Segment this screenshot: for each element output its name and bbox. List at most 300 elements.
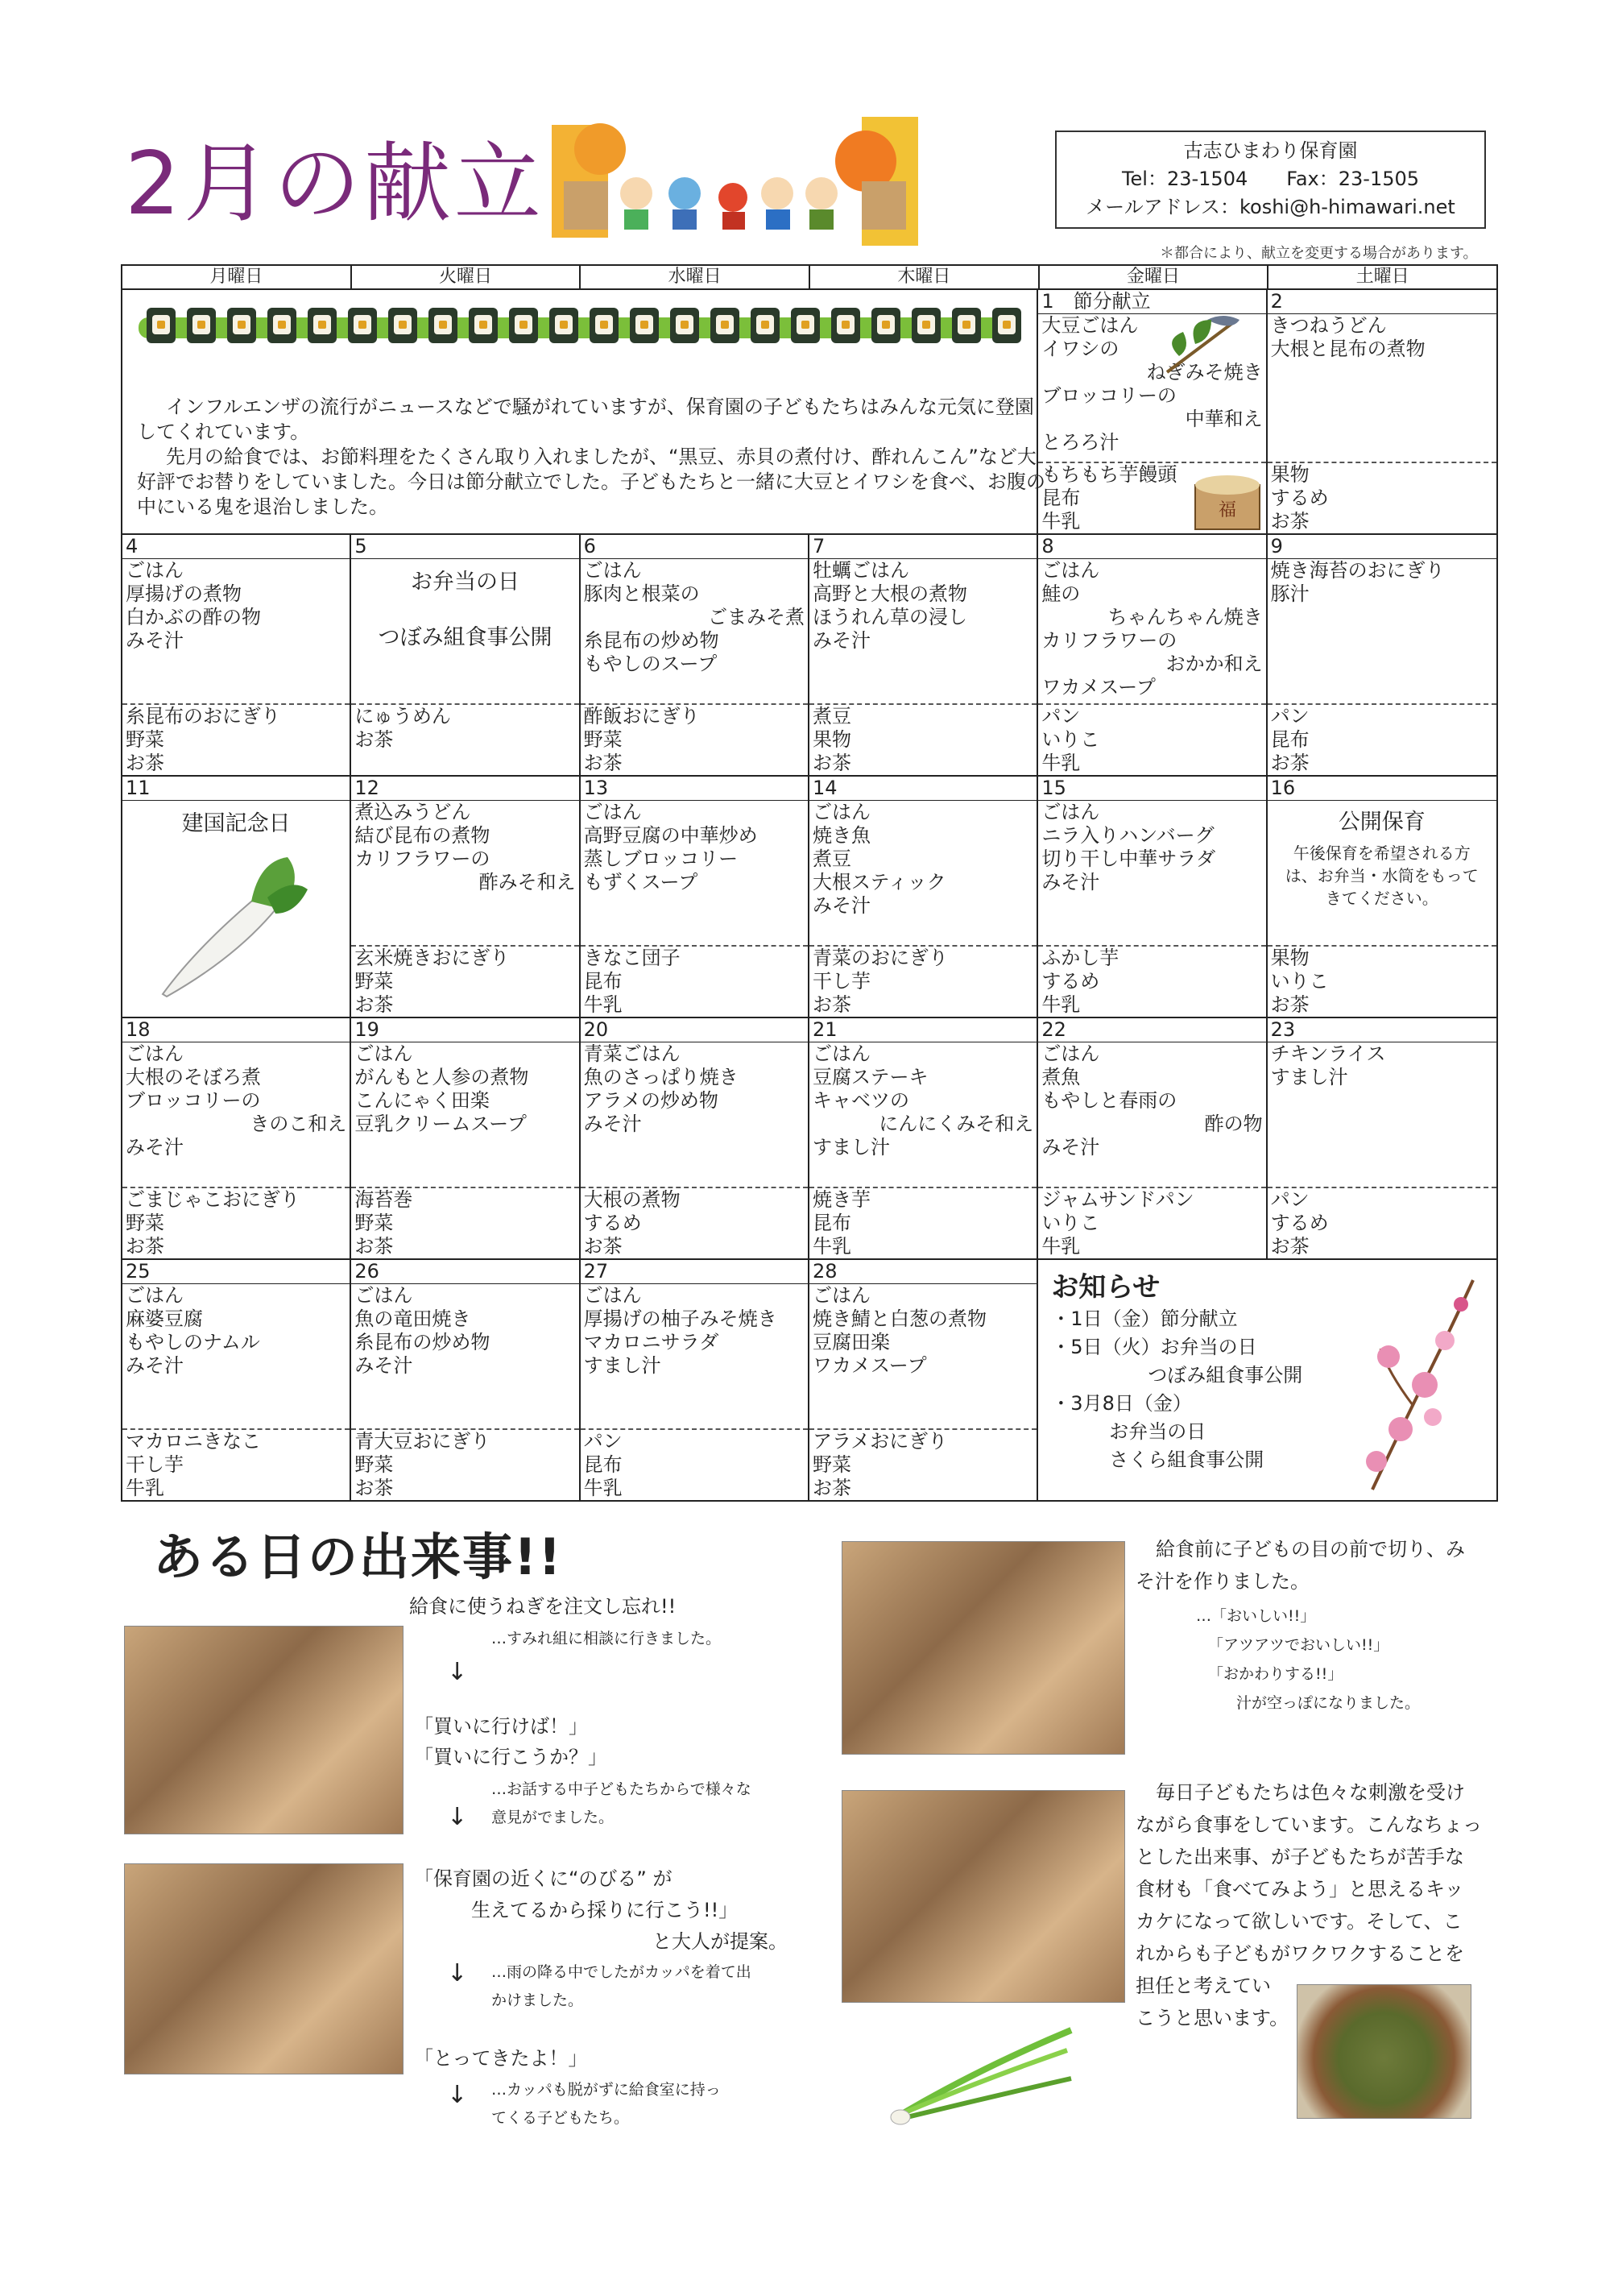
day-cell-8 — [1038, 535, 1267, 775]
events-right-line: とした出来事、が子どもたちが苦手な — [1136, 1846, 1464, 1868]
snack-menu — [1268, 1187, 1496, 1258]
day-number: 27 — [581, 1260, 808, 1284]
day-cell-28 — [809, 1260, 1038, 1500]
sushi-roll-icon — [831, 308, 860, 343]
snack-item: お茶 — [1270, 993, 1310, 1016]
snack-item: 牛乳 — [1041, 1235, 1081, 1258]
day-number: 15 — [1038, 777, 1265, 801]
intro-paragraph-2: 先月の給食では、お節料理をたくさん取り入れましたが、“黒豆、赤貝の煮付け、酢れんこん”など大好評でお替りをしていました。今日は節分献立でした。子どもたちと一緒に大豆とイワシを食べ、お腹の中にいる鬼を退治しました。 — [137, 446, 1045, 518]
menu-item: 糸昆布の炒め物 — [583, 629, 719, 652]
menu-item: すまし汁 — [812, 1136, 890, 1158]
lunch-menu — [1038, 559, 1265, 699]
sushi-rolls-decoration — [147, 308, 1021, 343]
menu-item: みそ汁 — [812, 894, 871, 917]
menu-item: ちゃんちゃん焼き — [1069, 606, 1263, 628]
sushi-roll-icon — [992, 308, 1021, 343]
events-right-line: そ汁を作りました。 — [1136, 1570, 1310, 1593]
day-cell-20 — [581, 1018, 809, 1258]
sushi-roll-icon — [710, 308, 739, 343]
snack-item: お茶 — [354, 993, 394, 1016]
snack-menu — [351, 703, 578, 775]
day-number: 13 — [581, 777, 808, 801]
snack-item: パン — [583, 1430, 623, 1453]
snack-item: 酢飯おにぎり — [583, 705, 700, 727]
sushi-roll-icon — [147, 308, 176, 343]
sushi-roll-icon — [509, 308, 538, 343]
notice-line: ・5日（火）お弁当の日 — [1051, 1336, 1257, 1358]
snack-item: 青菜のおにぎり — [812, 947, 948, 969]
sushi-roll-icon — [670, 308, 699, 343]
menu-item: 豚汁 — [1270, 582, 1310, 605]
snack-item: 昆布 — [812, 1212, 851, 1234]
menu-item: ごはん — [354, 1284, 413, 1307]
lunch-menu — [1268, 314, 1496, 361]
week-3 — [122, 777, 1496, 1018]
sushi-roll-icon — [469, 308, 498, 343]
snack-item: 果物 — [1270, 463, 1310, 486]
header-illustration — [552, 117, 918, 246]
day-cell-2 — [1268, 290, 1496, 533]
page-title: 2月の献立 — [125, 134, 544, 234]
menu-item: 酢みそ和え — [401, 871, 576, 893]
menu-item: ほうれん草の浸し — [812, 606, 967, 628]
lunch-menu — [809, 1284, 1037, 1378]
snack-item: マカロニきなこ — [126, 1430, 261, 1453]
day-number: 28 — [809, 1260, 1037, 1284]
menu-item: ごはん — [1041, 559, 1100, 582]
sushi-roll-icon — [912, 308, 941, 343]
down-arrow-icon: ↓ — [447, 2081, 468, 2109]
menu-item: きのこ和え — [192, 1113, 347, 1135]
menu-item: きつねうどん — [1270, 314, 1387, 337]
menu-item: 結び昆布の煮物 — [354, 824, 490, 847]
snack-item: お茶 — [812, 993, 851, 1016]
snack-item: するめ — [1270, 487, 1329, 509]
menu-item: ごはん — [126, 559, 184, 582]
snack-item: お茶 — [583, 1235, 623, 1258]
snack-item: 牛乳 — [812, 1235, 851, 1258]
snack-item: ふかし芋 — [1041, 947, 1119, 969]
sushi-roll-icon — [791, 308, 820, 343]
snack-menu — [581, 1428, 808, 1500]
menu-item: チキンライス — [1270, 1042, 1386, 1065]
lunch-menu — [581, 1284, 808, 1378]
menu-item: 白かぶの酢の物 — [126, 606, 261, 628]
day-number: 5 — [351, 535, 578, 559]
menu-item: ごはん — [812, 801, 871, 823]
events-left-line: …カッパも脱がずに給食室に持っ — [491, 2081, 721, 2099]
menu-item: 豆乳クリームスープ — [354, 1113, 527, 1135]
lunch-menu — [122, 1042, 350, 1159]
weekday-fri: 金曜日 — [1040, 266, 1269, 288]
snack-item: アラメおにぎり — [812, 1430, 948, 1453]
day-number: 12 — [351, 777, 578, 801]
sushi-roll-icon — [308, 308, 337, 343]
snack-item: 大根の煮物 — [583, 1188, 681, 1211]
day-cell-27 — [581, 1260, 809, 1500]
snack-menu — [1268, 462, 1496, 533]
snack-item: お茶 — [1270, 510, 1310, 533]
down-arrow-icon: ↓ — [447, 1658, 468, 1686]
snack-menu — [809, 1428, 1037, 1500]
notice-title: お知らせ — [1051, 1271, 1161, 1303]
snack-menu — [351, 1187, 578, 1258]
menu-item: 酢の物 — [1107, 1113, 1263, 1135]
sushi-roll-icon — [549, 308, 578, 343]
snack-item: 牛乳 — [583, 1477, 623, 1499]
lunch-menu — [351, 801, 578, 894]
day-cell-21 — [809, 1018, 1038, 1258]
week-5 — [122, 1260, 1496, 1500]
snack-item: 野菜 — [812, 1453, 851, 1476]
snack-menu — [581, 945, 808, 1017]
day-cell-5 — [351, 535, 580, 775]
snack-item: パン — [1270, 1188, 1310, 1211]
menu-item: ワカメスープ — [1041, 676, 1156, 698]
sushi-roll-icon — [388, 308, 417, 343]
photo-cooking-demo — [842, 1541, 1125, 1755]
day-number: 23 — [1268, 1018, 1496, 1042]
menu-item: ブロッコリーの — [126, 1089, 261, 1112]
events-left-line: …お話する中子どもたちからで様々な — [491, 1780, 751, 1798]
sushi-roll-icon — [590, 308, 619, 343]
menu-item: ごはん — [583, 559, 642, 582]
day-cell-25 — [122, 1260, 351, 1500]
lunch-menu — [351, 1042, 578, 1136]
snack-item: 牛乳 — [583, 993, 623, 1016]
menu-item: 煮魚 — [1041, 1066, 1081, 1088]
menu-item: もやしのナムル — [126, 1331, 260, 1353]
tel-fax: Tel：23-1504 Fax：23-1505 — [1121, 168, 1420, 190]
menu-item: イワシの — [1041, 338, 1119, 360]
menu-item: ねぎみそ焼き — [1069, 361, 1263, 383]
holiday-label: 建国記念日 — [181, 811, 291, 836]
snack-item: 果物 — [812, 728, 851, 751]
menu-item: ごはん — [354, 1042, 413, 1065]
snack-menu — [1268, 945, 1496, 1017]
menu-item: ごはん — [1041, 801, 1100, 823]
menu-item: カリフラワーの — [354, 848, 490, 870]
day-number: 22 — [1038, 1018, 1265, 1042]
menu-item: 青菜ごはん — [583, 1042, 681, 1065]
menu-item: 焼き海苔のおにぎり — [1270, 559, 1445, 582]
down-arrow-icon: ↓ — [447, 1959, 468, 1987]
menu-item: ごはん — [812, 1284, 871, 1307]
change-notice: ＊都合により、献立を変更する場合があります。 — [1160, 245, 1478, 262]
menu-item: 蒸しブロッコリー — [583, 848, 739, 870]
menu-item: みそ汁 — [583, 1113, 642, 1135]
snack-item: ごまじゃこおにぎり — [126, 1188, 300, 1211]
snack-menu — [1268, 703, 1496, 775]
day-cell-15 — [1038, 777, 1267, 1017]
menu-item: 焼き鯖と白葱の煮物 — [812, 1308, 987, 1330]
events-right-line: カケになって欲しいです。そして、こ — [1136, 1910, 1463, 1933]
lunch-menu — [581, 559, 808, 676]
day-cell-14 — [809, 777, 1038, 1017]
day-number: 9 — [1268, 535, 1496, 559]
snack-menu — [809, 1187, 1037, 1258]
menu-item: みそ汁 — [1041, 1136, 1100, 1158]
menu-item: 切り干し中華サラダ — [1041, 848, 1216, 870]
snack-menu — [1038, 703, 1265, 775]
menu-item: とろろ汁 — [1041, 431, 1119, 454]
week-4 — [122, 1018, 1496, 1260]
events-left-line: 生えてるから採りに行こう!!」 — [471, 1899, 739, 1921]
day-number: 11 — [122, 777, 350, 801]
snack-item: 干し芋 — [812, 970, 871, 993]
open-childcare-label: 公開保育 — [1338, 810, 1426, 835]
day-number: 6 — [581, 535, 808, 559]
menu-item: みそ汁 — [126, 1136, 184, 1158]
snack-item: 野菜 — [354, 970, 394, 993]
events-left-line: 「保育園の近くに“のびる” が — [414, 1867, 672, 1890]
day-cell-16 — [1268, 777, 1496, 1017]
lunch-menu — [809, 559, 1037, 653]
weekday-header — [122, 266, 1496, 290]
snack-item: お茶 — [354, 1235, 394, 1258]
snack-item: 干し芋 — [126, 1453, 184, 1476]
events-left-line: 意見がでました。 — [491, 1809, 615, 1826]
photo-children-eating — [842, 1790, 1125, 2003]
lunch-menu — [1038, 1042, 1265, 1159]
menu-item: 大豆ごはん — [1041, 314, 1139, 337]
events-left-line: 「とってきたよ！」 — [414, 2047, 588, 2070]
events-heading: ある日の出来事!! — [153, 1527, 563, 1586]
snack-item: お茶 — [583, 752, 623, 774]
tsubomi-open-label: つぼみ組食事公開 — [378, 625, 552, 650]
events-right-line: 食材も「食べてみよう」と思えるキッ — [1136, 1878, 1464, 1900]
menu-item: アラメの炒め物 — [583, 1089, 718, 1112]
snack-item: 野菜 — [126, 1212, 164, 1234]
day-cell-4 — [122, 535, 351, 775]
menu-item: すまし汁 — [583, 1354, 661, 1377]
day-cell-23 — [1268, 1018, 1496, 1258]
snack-item: 野菜 — [583, 728, 623, 751]
lunch-menu — [351, 1284, 578, 1378]
day-number: 18 — [122, 1018, 350, 1042]
snack-item: 牛乳 — [1041, 510, 1081, 533]
snack-menu — [809, 945, 1037, 1017]
down-arrow-icon: ↓ — [447, 1803, 468, 1831]
snack-item: パン — [1270, 705, 1310, 727]
menu-item: すまし汁 — [1270, 1066, 1348, 1088]
events-right-line: 担任と考えてい — [1136, 1975, 1271, 1997]
snack-menu — [809, 703, 1037, 775]
menu-item: 高野と大根の煮物 — [812, 582, 967, 605]
menu-item: 大根スティック — [812, 871, 946, 893]
snack-item: お茶 — [1270, 752, 1310, 774]
menu-item: キャベツの — [812, 1089, 909, 1112]
snack-item: 焼き芋 — [812, 1188, 871, 1211]
menu-item: 牡蠣ごはん — [812, 559, 909, 582]
sushi-roll-icon — [227, 308, 256, 343]
snack-item: 青大豆おにぎり — [354, 1430, 490, 1453]
menu-item: カリフラワーの — [1041, 629, 1177, 652]
menu-item: みそ汁 — [1041, 871, 1100, 893]
day-cell-11 — [122, 777, 351, 1017]
menu-item: 焼き魚 — [812, 824, 871, 847]
notice-line: つぼみ組食事公開 — [1051, 1364, 1303, 1386]
sushi-roll-icon — [630, 308, 659, 343]
menu-item: 大根と昆布の煮物 — [1270, 338, 1426, 360]
snack-item: 牛乳 — [1041, 993, 1081, 1016]
menu-item: 魚のさっぱり焼き — [583, 1066, 739, 1088]
day-cell-9 — [1268, 535, 1496, 775]
lunch-menu — [1038, 801, 1265, 894]
snack-menu — [122, 1187, 350, 1258]
sushi-roll-icon — [267, 308, 296, 343]
setsubun-kids-illustration — [552, 117, 918, 246]
notice-line: お弁当の日 — [1051, 1420, 1206, 1443]
day-cell-19 — [351, 1018, 580, 1258]
lunch-menu — [122, 1284, 350, 1378]
snack-item: 糸昆布のおにぎり — [126, 705, 280, 727]
snack-item: 昆布 — [1270, 728, 1310, 751]
menu-item: ごはん — [1041, 1042, 1100, 1065]
events-left-line: と大人が提案。 — [652, 1930, 788, 1953]
snack-item: いりこ — [1041, 1212, 1100, 1234]
intro-cell — [122, 290, 1045, 533]
snack-item: いりこ — [1270, 970, 1329, 993]
weekday-sat: 土曜日 — [1355, 267, 1409, 287]
snack-item: 昆布 — [583, 1453, 623, 1476]
menu-item: 豚肉と根菜の — [583, 582, 700, 605]
snack-item: いりこ — [1041, 728, 1100, 751]
snack-item: ジャムサンドパン — [1041, 1188, 1194, 1211]
events-left-line: 「買いに行けば！」 — [414, 1715, 588, 1738]
events-left-line: 給食に使うねぎを注文し忘れ!! — [409, 1595, 677, 1618]
day-number: 20 — [581, 1018, 808, 1042]
menu-item: おかか和え — [1088, 653, 1263, 675]
menu-item: みそ汁 — [354, 1354, 413, 1377]
day-number: 19 — [351, 1018, 578, 1042]
notice-cell — [1038, 1260, 1496, 1500]
sushi-roll-icon — [952, 308, 981, 343]
snack-menu — [122, 703, 350, 775]
day-cell-6 — [581, 535, 809, 775]
day-number: 4 — [122, 535, 350, 559]
menu-item: もずくスープ — [583, 871, 698, 893]
menu-item: 鮭の — [1041, 582, 1081, 605]
menu-item: 煮込みうどん — [354, 801, 471, 823]
snack-item: 昆布 — [583, 970, 623, 993]
sushi-roll-icon — [187, 308, 216, 343]
weekday-mon: 月曜日 — [122, 266, 352, 288]
events-right-line: …「おいしい!!」 — [1196, 1607, 1316, 1625]
snack-item: お茶 — [126, 1235, 164, 1258]
day-cell-1 — [1038, 290, 1267, 533]
weekday-tue: 火曜日 — [352, 266, 581, 288]
snack-item: パン — [1041, 705, 1081, 727]
week-1 — [122, 290, 1496, 535]
snack-menu — [1038, 945, 1265, 1017]
menu-item: 高野豆腐の中華炒め — [583, 824, 758, 847]
events-left-line: かけました。 — [491, 1991, 584, 2009]
weekday-thu: 木曜日 — [810, 266, 1040, 288]
menu-item: 豆腐ステーキ — [812, 1066, 929, 1088]
menu-item: にんにくみそ和え — [840, 1113, 1034, 1135]
email: メールアドレス：koshi@h-himawari.net — [1086, 196, 1455, 218]
day-number: 26 — [351, 1260, 578, 1284]
snack-menu — [122, 1428, 350, 1500]
menu-item: 豆腐田楽 — [812, 1331, 890, 1353]
events-left-line: 「買いに行こうか？」 — [414, 1746, 607, 1768]
snack-menu — [581, 1187, 808, 1258]
sushi-roll-icon — [348, 308, 377, 343]
sardine-holly-icon — [1159, 308, 1248, 380]
day-number: 14 — [809, 777, 1037, 801]
day-cell-18 — [122, 1018, 351, 1258]
events-right-line: 毎日子どもたちは色々な刺激を受け — [1156, 1781, 1465, 1804]
day-cell-7 — [809, 535, 1038, 775]
svg-text:福: 福 — [1219, 500, 1237, 520]
snack-item: にゅうめん — [354, 705, 451, 727]
snack-item: 昆布 — [1041, 487, 1081, 509]
day-cell-13 — [581, 777, 809, 1017]
day-number: 8 — [1038, 535, 1265, 559]
green-onion-icon — [886, 2022, 1079, 2127]
sushi-roll-icon — [751, 308, 780, 343]
day-cell-26 — [351, 1260, 580, 1500]
events-right-line: 汁が空っぽになりました。 — [1236, 1694, 1421, 1712]
menu-item: 煮豆 — [812, 848, 851, 870]
menu-item: ごはん — [812, 1042, 871, 1065]
menu-item: 麻婆豆腐 — [126, 1308, 203, 1330]
events-right-line: 「アツアツでおいしい!!」 — [1208, 1636, 1389, 1654]
snack-item: お茶 — [126, 752, 164, 774]
snack-item: 牛乳 — [126, 1477, 164, 1499]
lunch-menu — [1268, 559, 1496, 606]
snack-item: お茶 — [354, 1477, 394, 1499]
notice-line: さくら組食事公開 — [1051, 1448, 1264, 1471]
daikon-radish-icon — [147, 853, 308, 998]
snack-menu — [1038, 1187, 1265, 1258]
events-left-line: …すみれ組に相談に行きました。 — [491, 1630, 722, 1647]
events-left-line: …雨の降る中でしたがカッパを着て出 — [491, 1963, 751, 1981]
day-number: 21 — [809, 1018, 1037, 1042]
plum-blossom-icon — [1356, 1276, 1485, 1494]
menu-item: みそ汁 — [126, 629, 184, 652]
snack-menu — [581, 703, 808, 775]
snack-item: お茶 — [354, 728, 394, 751]
photo-miso-soup — [1297, 1984, 1471, 2119]
org-name: 古志ひまわり保育園 — [1183, 139, 1358, 162]
menu-item: 厚揚げの煮物 — [126, 582, 242, 605]
menu-item: ニラ入りハンバーグ — [1041, 824, 1215, 847]
week-2 — [122, 535, 1496, 777]
menu-item: もやしと春雨の — [1041, 1089, 1177, 1112]
events-left-line: てくる子どもたち。 — [491, 2109, 630, 2127]
day-number: 25 — [122, 1260, 350, 1284]
contact-box — [1055, 131, 1486, 229]
events-right-line: 給食前に子どもの目の前で切り、み — [1156, 1538, 1465, 1560]
menu-item: マカロニサラダ — [583, 1331, 719, 1353]
snack-item: 野菜 — [354, 1212, 394, 1234]
snack-item: するめ — [583, 1212, 642, 1234]
menu-item: 中華和え — [1069, 408, 1263, 430]
menu-item: 厚揚げの柚子みそ焼き — [583, 1308, 777, 1330]
events-right-line: こうと思います。 — [1136, 2007, 1289, 2029]
lunch-menu — [581, 801, 808, 894]
lunch-menu — [122, 559, 350, 653]
day-cell-22 — [1038, 1018, 1267, 1258]
menu-item: がんもと人参の煮物 — [354, 1066, 529, 1088]
snack-item: 野菜 — [354, 1453, 394, 1476]
day-number: 1 節分献立 — [1038, 290, 1265, 314]
open-childcare-note: 午後保育を希望される方は、お弁当・水筒をもってきてください。 — [1285, 843, 1479, 908]
notice-line: ・3月8日（金） — [1051, 1392, 1192, 1415]
snack-item: お茶 — [812, 1477, 851, 1499]
